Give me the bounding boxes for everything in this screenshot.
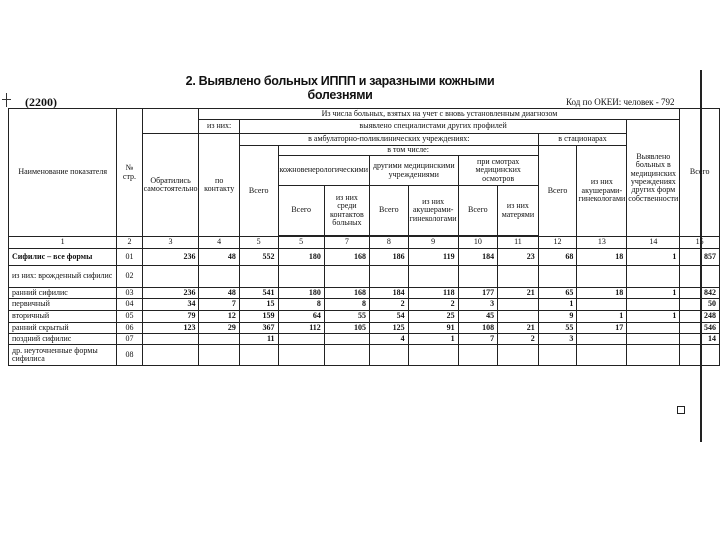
- cell-value: 7: [199, 299, 239, 311]
- cell-value: 2: [370, 299, 409, 311]
- cell-value: [538, 345, 577, 366]
- cell-value: [239, 345, 278, 366]
- cell-value: 17: [577, 323, 627, 334]
- row-label: Сифилис – все формы: [9, 249, 117, 266]
- cell-value: 123: [142, 323, 199, 334]
- row-code: 06: [117, 323, 142, 334]
- cell-value: 159: [239, 311, 278, 323]
- table-row: [9, 299, 720, 311]
- header-vsego-stac: Всего: [538, 146, 577, 237]
- cell-value: 3: [538, 334, 577, 345]
- syphilis-table: [8, 108, 720, 366]
- row-label: первичный: [9, 299, 117, 311]
- cell-value: 7: [458, 334, 498, 345]
- cell-value: [408, 345, 458, 366]
- cell-value: 79: [142, 311, 199, 323]
- cell-value: 29: [199, 323, 239, 334]
- header-vyyavleno-total: Выявлено больных в медицинских учреждениях других форм собственности: [627, 120, 680, 237]
- row-label: поздний сифилис: [9, 334, 117, 345]
- cell-value: 55: [324, 311, 369, 323]
- cell-value: 1: [627, 311, 680, 323]
- header-vsego-total: Всего: [680, 109, 720, 237]
- cell-value: [498, 299, 539, 311]
- cell-value: 23: [498, 249, 539, 266]
- cell-value: 55: [538, 323, 577, 334]
- cell-value: [680, 345, 720, 366]
- cell-value: 8: [278, 299, 324, 311]
- cell-value: 184: [370, 288, 409, 299]
- cell-value: 18: [577, 288, 627, 299]
- cell-value: [538, 266, 577, 288]
- cell-value: [199, 334, 239, 345]
- row-label: из них: врожденный сифилис: [9, 266, 117, 288]
- cell-value: [627, 299, 680, 311]
- cell-value: 112: [278, 323, 324, 334]
- cell-value: [239, 266, 278, 288]
- okei-code: Код по ОКЕИ: человек - 792: [566, 97, 675, 107]
- cell-value: 236: [142, 249, 199, 266]
- cell-value: 186: [370, 249, 409, 266]
- cell-value: [142, 345, 199, 366]
- cell-value: [142, 266, 199, 288]
- header-vyyavleno-spec: выявлено специалистами других профилей: [239, 120, 626, 134]
- section-title: 2. Выявлено больных ИППП и заразными кожными болезнями: [185, 74, 495, 102]
- cell-value: 18: [577, 249, 627, 266]
- row-code: 07: [117, 334, 142, 345]
- cell-value: [498, 266, 539, 288]
- header-iz-nih-akush: из них акушерами-гинекологами: [408, 186, 458, 236]
- cell-value: 91: [408, 323, 458, 334]
- cell-value: 184: [458, 249, 498, 266]
- header-drugie: другими медицинскими учреждениями: [370, 156, 459, 186]
- cell-value: 1: [538, 299, 577, 311]
- cell-value: 3: [458, 299, 498, 311]
- col-number: 15: [680, 237, 720, 249]
- header-po-kontaktu: по контакту: [199, 134, 239, 237]
- cell-value: [199, 345, 239, 366]
- col-number: 5: [239, 237, 278, 249]
- cell-value: [278, 334, 324, 345]
- col-number: 8: [370, 237, 409, 249]
- cell-value: [324, 345, 369, 366]
- row-code: 04: [117, 299, 142, 311]
- cell-value: 9: [538, 311, 577, 323]
- cell-value: [577, 334, 627, 345]
- col-number: 12: [538, 237, 577, 249]
- cell-value: 45: [458, 311, 498, 323]
- cell-value: [142, 334, 199, 345]
- header-nomer: № стр.: [117, 109, 142, 237]
- table-row: [9, 266, 720, 288]
- cell-value: [680, 266, 720, 288]
- cell-value: 180: [278, 288, 324, 299]
- cell-value: 21: [498, 288, 539, 299]
- cell-value: 546: [680, 323, 720, 334]
- cell-value: 248: [680, 311, 720, 323]
- cell-value: [498, 345, 539, 366]
- cell-value: [199, 266, 239, 288]
- row-label: ранний скрытый: [9, 323, 117, 334]
- header-obrativ: Обратились самостоятельно: [142, 134, 199, 237]
- cell-value: 180: [278, 249, 324, 266]
- cell-value: 552: [239, 249, 278, 266]
- cell-value: 14: [680, 334, 720, 345]
- cell-value: 1: [627, 288, 680, 299]
- col-number: 2: [117, 237, 142, 249]
- cell-value: 119: [408, 249, 458, 266]
- col-number: 1: [9, 237, 117, 249]
- cell-value: 8: [324, 299, 369, 311]
- cell-value: 68: [538, 249, 577, 266]
- cell-value: [627, 334, 680, 345]
- checkbox-square: [677, 406, 685, 414]
- col-number: 7: [324, 237, 369, 249]
- cell-value: 21: [498, 323, 539, 334]
- cell-value: 48: [199, 288, 239, 299]
- cell-value: 50: [680, 299, 720, 311]
- table-row: [9, 334, 720, 345]
- row-code: 03: [117, 288, 142, 299]
- cell-value: 54: [370, 311, 409, 323]
- cell-value: 4: [370, 334, 409, 345]
- header-iz-nih-kont: из них среди контактов больных: [324, 186, 369, 236]
- row-label: ранний сифилис: [9, 288, 117, 299]
- cell-value: 34: [142, 299, 199, 311]
- header-iz-nih-akush2: из них акушерами-гинекологами: [577, 146, 627, 237]
- cell-value: [577, 266, 627, 288]
- header-ambulator: в амбулаторно-поликлинических учреждениях:: [239, 134, 538, 146]
- cell-value: 64: [278, 311, 324, 323]
- cell-value: 857: [680, 249, 720, 266]
- cell-value: 842: [680, 288, 720, 299]
- cell-value: 168: [324, 288, 369, 299]
- header-naimenovanie: Наименование показателя: [9, 109, 117, 237]
- table-row: [9, 311, 720, 323]
- cell-value: [278, 345, 324, 366]
- cell-value: 105: [324, 323, 369, 334]
- cell-value: 2: [498, 334, 539, 345]
- cell-value: [408, 266, 458, 288]
- table-row: [9, 323, 720, 334]
- cell-value: 367: [239, 323, 278, 334]
- cell-value: 125: [370, 323, 409, 334]
- cell-value: 236: [142, 288, 199, 299]
- cell-value: [577, 299, 627, 311]
- col-number: 10: [458, 237, 498, 249]
- cell-value: 15: [239, 299, 278, 311]
- row-code: 08: [117, 345, 142, 366]
- cell-value: [627, 323, 680, 334]
- cell-value: [324, 266, 369, 288]
- cell-value: 11: [239, 334, 278, 345]
- cell-value: 177: [458, 288, 498, 299]
- col-number: 4: [199, 237, 239, 249]
- cell-value: [458, 345, 498, 366]
- left-frame-tick: [2, 99, 11, 100]
- header-vsego-smotr: Всего: [458, 186, 498, 236]
- table-row: [9, 288, 720, 299]
- cell-value: 1: [627, 249, 680, 266]
- cell-value: 108: [458, 323, 498, 334]
- cell-value: 25: [408, 311, 458, 323]
- form-code: (2200): [25, 95, 57, 109]
- cell-value: [370, 345, 409, 366]
- row-label: др. неуточненные формы сифилиса: [9, 345, 117, 366]
- cell-value: 118: [408, 288, 458, 299]
- col-number: 3: [142, 237, 199, 249]
- header-vsego-amb: Всего: [239, 146, 278, 237]
- col-number: 14: [627, 237, 680, 249]
- cell-value: 48: [199, 249, 239, 266]
- header-kozhno: кожновенерологическими: [278, 156, 370, 186]
- left-frame-line: [6, 93, 7, 107]
- table-row: [9, 249, 720, 266]
- cell-value: 168: [324, 249, 369, 266]
- cell-value: [324, 334, 369, 345]
- row-label: вторичный: [9, 311, 117, 323]
- header-top: Из числа больных, взятых на учет с вновь установленным диагнозом: [199, 109, 680, 120]
- header-vsego-drug: Всего: [370, 186, 409, 236]
- row-code: 01: [117, 249, 142, 266]
- header-vtom-chisle: в том числе:: [278, 146, 538, 156]
- cell-value: 541: [239, 288, 278, 299]
- cell-value: [458, 266, 498, 288]
- header-iz-nih-mater: из них матерями: [498, 186, 539, 236]
- row-code: 02: [117, 266, 142, 288]
- cell-value: [370, 266, 409, 288]
- col-number: 11: [498, 237, 539, 249]
- cell-value: 1: [577, 311, 627, 323]
- cell-value: [498, 311, 539, 323]
- header-pri-smotrah: при смотрах медицинских осмотров: [458, 156, 538, 186]
- cell-value: 12: [199, 311, 239, 323]
- cell-value: 1: [408, 334, 458, 345]
- cell-value: [627, 266, 680, 288]
- row-code: 05: [117, 311, 142, 323]
- col-number: 13: [577, 237, 627, 249]
- cell-value: [278, 266, 324, 288]
- col-number: 5: [278, 237, 324, 249]
- cell-value: [577, 345, 627, 366]
- header-incl: из них:: [199, 120, 239, 134]
- cell-value: 65: [538, 288, 577, 299]
- col-number: 9: [408, 237, 458, 249]
- table-row: [9, 345, 720, 366]
- header-vsego-kozh: Всего: [278, 186, 324, 236]
- cell-value: 2: [408, 299, 458, 311]
- header-stacionar: в стационарах: [538, 134, 627, 146]
- cell-value: [627, 345, 680, 366]
